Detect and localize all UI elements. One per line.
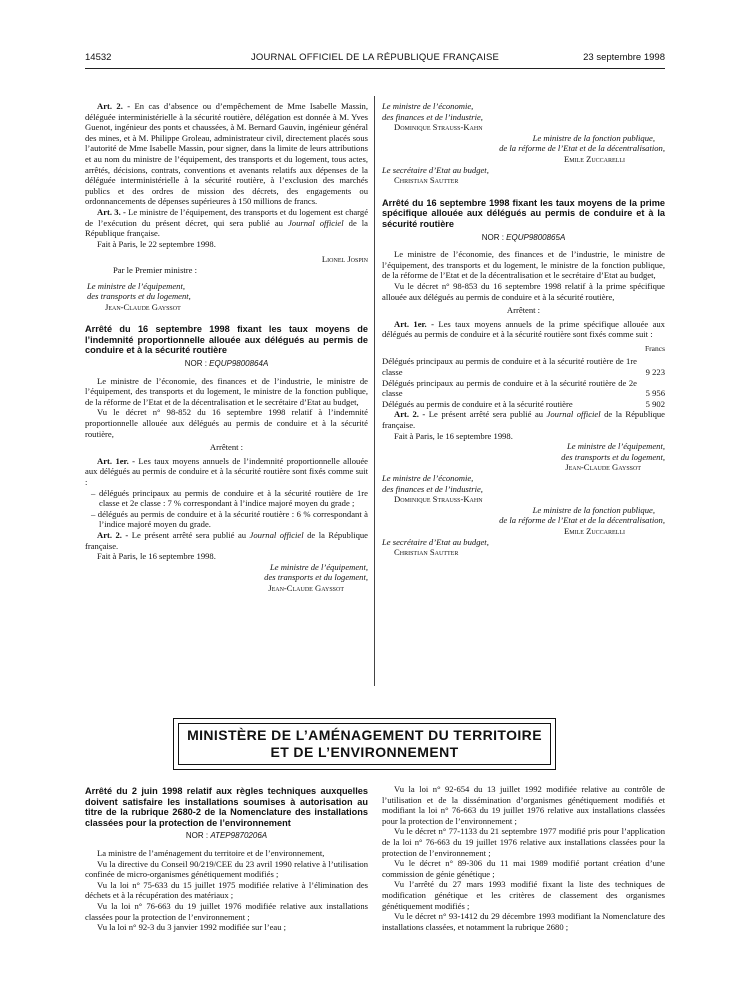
arrete-1-article-2: Art. 2. - Le présent arrêté sera publié au Journal officiel de la République française. — [85, 529, 368, 551]
arrete-3-visa-4: Vu la loi n° 92-3 du 3 janvier 1992 modifiée sur l’eau ; — [97, 922, 287, 933]
list-item: – délégués au permis de conduire et à la sécurité routière : 6 % correspondant à l’indice majoré moyen du grade. — [99, 509, 368, 530]
arrete-2-sig3-title-2: de la réforme de l’Etat et de la décentralisation, — [499, 515, 665, 526]
arrete-2-fait: Fait à Paris, le 16 septembre 1998. — [394, 430, 513, 441]
arrete-3-title: Arrêté du 2 juin 1998 relatif aux règles techniques auxquelles doivent satisfaire les installations soumises à autorisation au titre de la rubrique 2680-2 de la Nomenclature des installations classées pour la protection de l’environnement — [85, 786, 368, 828]
arrete-3-visa-2: Vu la loi n° 75-633 du 15 juillet 1975 modifiée relative à l’élimination des déchets et à la récupération des matériaux ; — [85, 879, 368, 901]
arrete-3-visa-7: Vu le décret n° 89-306 du 11 mai 1989 modifié portant création d’une commission de génie génétique ; — [382, 858, 665, 879]
sig-fp-title-2: de la réforme de l’Etat et de la décentralisation, — [499, 143, 665, 154]
signatory-name: Lionel Jospin — [321, 254, 368, 265]
left-column-top — [85, 101, 368, 594]
arrete-2-sig2-title-1: Le ministre de l’économie, — [382, 473, 474, 483]
left-column-bottom — [85, 774, 368, 933]
arrete-3-visa-1: Vu la directive du Conseil 90/219/CEE du 23 avril 1990 relative à l’utilisation confinée de micro-organismes génétiquement modifiés ; — [85, 858, 368, 880]
arrete-1-article-1: Art. 1er. - Les taux moyens annuels de l’indemnité proportionnelle allouée aux délégués au permis de conduire et à la sécurité routière sont fixés comme suit : — [85, 455, 368, 487]
arrete-3-visa-8: Vu l’arrêté du 27 mars 1993 modifié fixant la liste des techniques de modification génétique et les critères de classement des organismes génétiquement modifiés ; — [382, 879, 665, 911]
minister-name: Jean-Claude Gayssot — [105, 301, 181, 312]
header-rule — [85, 68, 665, 69]
page-number: 14532 — [85, 52, 112, 63]
arrete-2-arretent: Arrêtent : — [506, 305, 541, 316]
arrete-1-title: Arrêté du 16 septembre 1998 fixant les taux moyens de l’indemnité proportionnelle allouée aux délégués au permis de conduire et à la sécurité routière — [85, 324, 368, 356]
sig-economy-title-1: Le ministre de l’économie, — [382, 101, 474, 111]
arrete-2-sig1-title-1: Le ministre de l’équipement, — [566, 441, 665, 452]
arrete-1-arretent: Arrêtent : — [209, 442, 244, 453]
arrete-2-sig2-name: Dominique Strauss-Kahn — [394, 494, 483, 505]
arrete-2-sig3-title-1: Le ministre de la fonction publique, — [532, 504, 655, 515]
sig-budget-title: Le secrétaire d’Etat au budget, — [382, 164, 489, 175]
arrete-1-fait: Fait à Paris, le 16 septembre 1998. — [97, 551, 216, 562]
arrete-2-sig3-name: Emile Zuccarelli — [564, 525, 625, 536]
fait-a-paris: Fait à Paris, le 22 septembre 1998. — [97, 238, 216, 249]
list-item: – délégués principaux au permis de conduire et à la sécurité routière de 1re classe et 2e classe : 7 % correspondant à l’indice majoré moyen du grade ; — [99, 488, 368, 509]
right-column-bottom — [382, 784, 665, 932]
arrete-1-sig-name: Jean-Claude Gayssot — [268, 582, 344, 593]
ministry-heading-box — [173, 718, 556, 770]
arrete-2-visa: Vu le décret n° 98-853 du 16 septembre 1998 relatif à la prime spécifique allouée aux délégués au permis de conduire et à la sécurité routière, — [382, 280, 665, 302]
sig-fp-title-1: Le ministre de la fonction publique, — [532, 132, 655, 143]
arrete-3-nor: NOR : ATEP9870206A — [185, 831, 268, 841]
ministry-heading-line-1: MINISTÈRE DE L’AMÉNAGEMENT DU TERRITOIRE — [187, 727, 542, 743]
par-le-premier-ministre: Par le Premier ministre : — [113, 264, 198, 275]
minister-title-2: des transports et du logement, — [87, 291, 191, 302]
arrete-1-visa: Vu le décret n° 98-852 du 16 septembre 1998 relatif à l’indemnité proportionnelle allouée aux délégués au permis de conduire et à la sécurité routière, — [85, 407, 368, 439]
sig-economy-name: Dominique Strauss-Kahn — [394, 122, 483, 133]
arrete-2-sig1-title-2: des transports et du logement, — [561, 451, 665, 462]
sig-economy-title-2: des finances et de l’industrie, — [382, 111, 483, 122]
arrete-1-sig-title-2: des transports et du logement, — [264, 572, 368, 583]
ministry-heading — [178, 723, 551, 765]
arrete-3-visa-9: Vu le décret n° 93-1412 du 29 décembre 1993 modifiant la Nomenclature des installations classées, et notamment la rubrique 2680 ; — [382, 911, 665, 932]
prime-rates-table — [382, 356, 665, 409]
arrete-2-title: Arrêté du 16 septembre 1998 fixant les taux moyens de la prime spécifique allouée aux délégués au permis de conduire et à la sécurité routière — [382, 197, 665, 229]
arrete-3-visa-6: Vu le décret n° 77-1133 du 21 septembre 1977 modifié pris pour l’application de la loi n° 76-663 du 19 juillet 1976 relative aux installations classées pour la protection de l’environnement ; — [382, 826, 665, 858]
arrete-2-sig4-title: Le secrétaire d’Etat au budget, — [382, 536, 489, 547]
journal-title: JOURNAL OFFICIEL DE LA RÉPUBLIQUE FRANÇAISE — [250, 52, 500, 63]
arrete-2-preamble: Le ministre de l’économie, des finances et de l’industrie, le ministre de l’équipement, des transports et du logement, le ministre de la fonction publique, de la réforme de l’Etat et de la décentralisation et le secrétaire d’Etat au budget, — [382, 249, 665, 281]
arrete-3-visa-3: Vu la loi n° 76-663 du 19 juillet 1976 modifiée relative aux installations classées pour la protection de l’environnement ; — [85, 900, 368, 922]
arrete-1-sig-title-1: Le ministre de l’équipement, — [269, 561, 368, 572]
arrete-3-preamble: La ministre de l’aménagement du territoire et de l’environnement, — [97, 847, 325, 858]
issue-date: 23 septembre 1998 — [583, 52, 665, 63]
arrete-1-rate-list — [85, 488, 368, 530]
column-divider — [374, 96, 375, 686]
arrete-1-nor: NOR : EQUP9800864A — [184, 359, 269, 369]
francs-header: Francs — [645, 343, 665, 353]
arrete-2-sig4-name: Christian Sautter — [394, 547, 459, 558]
sig-fp-name: Emile Zuccarelli — [564, 153, 625, 164]
table-row: Délégués principaux au permis de conduire et à la sécurité routière de 1re classe 9 223 — [382, 356, 665, 378]
page-header — [85, 52, 665, 66]
arrete-3-visa-5: Vu la loi n° 92-654 du 13 juillet 1992 modifiée relative au contrôle de l’utilisation et de la dissémination d’organismes génétiquement modifiés et modifiant la loi n° 76-663 du 19 juillet 1976 relative aux installations classées pour la protection de l’environnement ; — [382, 784, 665, 826]
ministry-heading-line-2: ET DE L’ENVIRONNEMENT — [270, 744, 459, 760]
article-2: Art. 2. - En cas d’absence ou d’empêchement de Mme Isabelle Massin, déléguée interministérielle à la sécurité routière, délégation est donnée à M. Yves Guenot, ingénieur des ponts et chaussées, à M. Bernard Gauvin, ingénieur général des mines, et à M. Philippe Groleau, administrateur civil, directement placés sous l’autorité de Mme Isabelle Massin, pour signer, dans la limite de leurs attributions et au nom du ministre de l’équipement, des transports et du logement, tous actes, arrêtés, décisions, contrats, conventions et avenants relatifs aux dépenses de la déléguée interministérielle à la sécurité routière, à l’exclusion des marchés publics et des ordres de mission des décrets, des engagements ou ordonnancements de dépenses supérieures à 150 millions de francs. — [85, 101, 368, 207]
arrete-2-article-1: Art. 1er. - Les taux moyens annuels de la prime spécifique allouée aux délégués au permis de conduire et à la sécurité routière sont fixés comme suit : — [382, 318, 665, 340]
arrete-2-article-2: Art. 2. - Le présent arrêté sera publié au Journal officiel de la République française. — [382, 409, 665, 431]
arrete-2-nor: NOR : EQUP9800865A — [481, 232, 566, 242]
arrete-2-sig1-name: Jean-Claude Gayssot — [565, 462, 641, 473]
arrete-1-preamble: Le ministre de l’économie, des finances et de l’industrie, le ministre de l’équipement, des transports et du logement, le ministre de la fonction publique, de la réforme de l’Etat et de la décentralisation et le secrétaire d’Etat au budget, — [85, 375, 368, 407]
arrete-2-sig2-title-2: des finances et de l’industrie, — [382, 483, 483, 494]
minister-title-1: Le ministre de l’équipement, — [87, 280, 186, 291]
table-row: Délégués principaux au permis de conduire et à la sécurité routière de 2e classe 5 956 — [382, 377, 665, 399]
sig-budget-name: Christian Sautter — [394, 175, 459, 186]
right-column-top — [382, 101, 665, 558]
table-row: Délégués au permis de conduire et à la sécurité routière 5 902 — [382, 398, 665, 409]
article-3: Art. 3. - Le ministre de l’équipement, des transports et du logement est chargé de l’exécution du présent décret, qui sera publié au Journal officiel de la République française. — [85, 206, 369, 239]
